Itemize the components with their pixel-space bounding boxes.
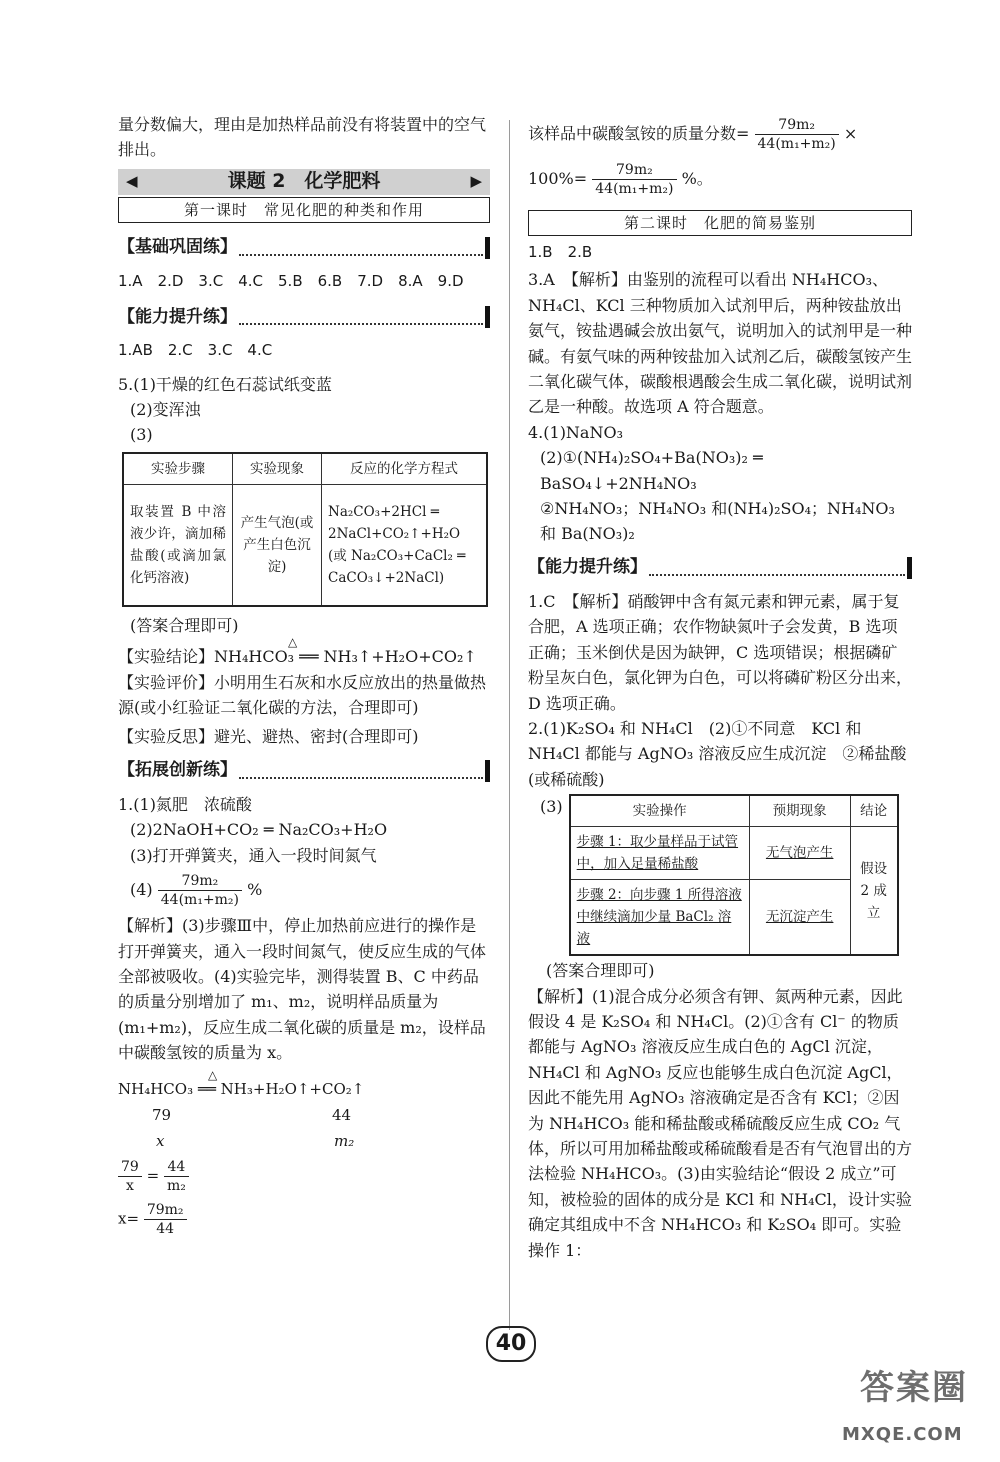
table-header: 实验现象 (233, 453, 322, 485)
table-header: 预期现象 (749, 795, 850, 827)
times-sign: × (843, 124, 858, 143)
table-cell-equation (322, 484, 488, 606)
left-column (118, 112, 490, 1238)
mass-fraction-line1 (528, 116, 912, 153)
page-number: 40 (486, 1326, 536, 1362)
basic-answers: 1.A 2.D 3.C 4.C 5.B 6.B 7.D 8.A 9.D (118, 271, 464, 290)
equation-1: Na₂CO₃+2HCl ═ 2NaCl+CO₂↑+H₂O (328, 503, 461, 542)
answer-note: (答案合理即可) (130, 615, 239, 635)
table-cell-phenomenon: 产生气泡(或产生白色沉淀) (233, 484, 322, 606)
heat-symbol: △ (208, 1067, 218, 1082)
e1-part2: (2)2NaOH+CO₂ ═ Na₂CO₃+H₂O (130, 820, 388, 840)
table-cell-obs1 (749, 827, 850, 880)
table-cell-step1 (570, 827, 750, 880)
fraction-denominator: 44(m₁+m₂) (595, 181, 674, 197)
experiment-table (122, 452, 488, 607)
table-cell-obs2 (749, 880, 850, 956)
experiment-evaluation: 【实验评价】小明用生石灰和水反应放出的热量做热源(或小红验证二氧化碳的方法，合理即可) (118, 672, 487, 718)
percent-lead: 100%= (528, 169, 588, 188)
section-expand-title: 【拓展创新练】 (118, 760, 237, 781)
e1-part4-label: (4) (130, 880, 153, 900)
step2-text: 步骤 2：向步骤 1 所得溶液中继续滴加少量 BaCl₂ 溶液 (576, 887, 742, 948)
x-lhs: x= (118, 1209, 140, 1228)
table-header-row (570, 795, 898, 827)
fraction-denominator: 44(m₁+m₂) (757, 136, 836, 152)
section-basic (118, 233, 490, 263)
left-triangle-icon: ◀ (126, 172, 138, 191)
table-row (570, 880, 898, 956)
q4-part3: ②NH₄NO₃；NH₄NO₃ 和(NH₄)₂SO₄；NH₄NO₃ 和 Ba(NO₃)₂ (540, 499, 895, 544)
table-header: 实验步骤 (123, 453, 233, 485)
fraction-numerator: 79m₂ (158, 872, 242, 891)
calculation-block (118, 1067, 490, 1238)
calc-44: 44 (332, 1105, 352, 1124)
right-column (528, 112, 912, 1263)
right-triangle-icon: ▶ (470, 172, 482, 191)
fraction-denominator: 44 (156, 1220, 175, 1237)
percent-tail: %。 (681, 169, 713, 188)
x-fraction (144, 1201, 187, 1238)
lesson-title: 课题 2 化学肥料 (227, 170, 381, 193)
proportion-left (118, 1158, 142, 1195)
calc-m2: m₂ (334, 1131, 355, 1150)
table-header: 反应的化学方程式 (322, 453, 488, 485)
x-solution (118, 1201, 490, 1238)
experiment-conclusion (118, 635, 490, 669)
calc-x: x (156, 1131, 165, 1150)
table-header: 实验操作 (570, 795, 750, 827)
intro-text: 量分数偏大，理由是加热样品前没有将装置中的空气排出。 (118, 115, 487, 160)
calc-row-mass (118, 1128, 490, 1154)
mass-fraction-label: 该样品中碳酸氢铵的质量分数= (528, 124, 750, 143)
section-basic-title: 【基础巩固练】 (118, 237, 237, 258)
obs2-text: 无沉淀产生 (765, 909, 834, 926)
lesson-banner (118, 169, 490, 195)
proportion (118, 1158, 490, 1195)
ability-answers: 1.AB 2.C 3.C 4.C (118, 341, 273, 360)
section-ability-2-title: 【能力提升练】 (528, 557, 647, 578)
heat-symbol: △ (288, 635, 298, 650)
equals-sign: = (146, 1166, 160, 1185)
section-bar (907, 557, 912, 579)
q4-part1: 4.(1)NaNO₃ (528, 422, 623, 442)
proportion-right (164, 1158, 189, 1195)
answers-1-2: 1.B 2.B (528, 243, 593, 261)
fraction-numerator: 44 (164, 1158, 189, 1177)
r2-part3-label: (3) (540, 797, 563, 817)
q5-part1: 5.(1)干燥的红色石蕊试纸变蓝 (118, 374, 332, 394)
q5-part2: (2)变浑浊 (130, 400, 201, 420)
calc-row-molar (118, 1102, 490, 1128)
analysis-2-text: 【解析】(1)混合成分必须含有钾、氮两种元素，因此假设 4 是 K₂SO₄ 和 NH₄Cl。(2)①含有 Cl⁻ 的物质都能与 AgNO₃ 溶液反应生成白色的 AgCl 沉淀，NH₄Cl 和 AgNO₃ 反应也能够生成白色沉淀 AgCl，因此不能先用 AgNO₃ 溶液确定是否含有 KCl；②因为 NH₄HCO₃ 能和稀盐酸或稀硫酸反应生成 CO₂ 气体，所以可用加稀盐酸或稀硫酸看是否有气泡冒出的方法检验 NH₄HCO₃。(3)由实验结论“假设 2 成立”可知，被检验的固体的成分是 KCl 和 NH₄Cl，设计实验确定其组成中不含 NH₄HCO₃ 和 K₂SO₄ 即可。实验操作 1： (528, 986, 913, 1260)
e1-part4 (118, 872, 490, 909)
calc-equation (118, 1067, 490, 1102)
q5-part3: (3) (130, 425, 153, 445)
fraction-denominator: m₂ (166, 1177, 186, 1194)
dotted-leader (649, 560, 905, 576)
mass-fraction (158, 872, 242, 909)
section-ability-title: 【能力提升练】 (118, 306, 237, 327)
watermark-logo: 答案圈 (860, 1368, 968, 1408)
r2-table-wrap (528, 794, 912, 956)
mass-fraction-formula (755, 116, 839, 153)
section-bar (485, 306, 490, 328)
table-header-row (123, 453, 487, 485)
q4-part2: (2)①(NH₄)₂SO₄+Ba(NO₃)₂ ═ BaSO₄↓+2NH₄NO₃ (540, 448, 763, 493)
table-cell-step2 (570, 880, 750, 956)
section-ability (118, 302, 490, 332)
watermark-url: MXQE.COM (842, 1424, 963, 1445)
section-bar (485, 760, 490, 782)
table-cell-step: 取装置 B 中溶液少许，滴加稀盐酸(或滴加氯化钙溶液) (123, 484, 233, 606)
calc-equation-text: NH₄HCO₃ ══ NH₃+H₂O↑+CO₂↑ (118, 1079, 365, 1098)
mass-fraction-formula (592, 161, 676, 198)
experiment-conclusion-text: 【实验结论】NH₄HCO₃ ══ NH₃↑+H₂O+CO₂↑ (118, 647, 477, 667)
q3-text: 3.A 【解析】由鉴别的流程可以看出 NH₄HCO₃、NH₄Cl、KCl 三种物质加入试剂甲后，两种铵盐放出氨气，铵盐遇碱会放出氨气，说明加入的试剂甲是一种碱。有氨气味的两种铵盐加入试剂乙后，碳酸氢铵产生二氧化碳气体，碳酸根遇酸会生成二氧化碳，说明试剂乙是一种酸。故选项 A 符合题意。 (528, 270, 913, 417)
equation-2: (或 Na₂CO₃+CaCl₂ ═ CaCO₃↓+2NaCl) (328, 547, 466, 586)
column-divider (509, 120, 510, 1330)
e1-part3: (3)打开弹簧夹，通入一段时间氮气 (130, 845, 377, 865)
fraction-numerator: 79m₂ (592, 161, 676, 180)
fraction-denominator: 44(m₁+m₂) (160, 892, 240, 909)
dotted-leader (239, 309, 483, 325)
table-cell-conclusion: 假设 2 成立 (850, 827, 898, 956)
e1-part1: 1.(1)氮肥 浓硫酸 (118, 794, 252, 814)
lesson-subtitle-2: 第二课时 化肥的简易鉴别 (528, 210, 912, 236)
fraction-denominator: x (125, 1177, 134, 1194)
table-row (570, 827, 898, 880)
section-bar (485, 237, 490, 259)
table-row (123, 484, 487, 606)
analysis-text: 【解析】(3)步骤Ⅲ中，停止加热前应进行的操作是打开弹簧夹，通入一段时间氮气，使反应生成的气体全部被吸收。(4)实验完毕，测得装置 B、C 中药品的质量分别增加了 m₁、m₂，说明样品质量为(m₁+m₂)，反应生成二氧化碳的质量是 m₂，设样品中碳酸氢铵的质量为 x。 (118, 916, 487, 1063)
r2-text: 2.(1)K₂SO₄ 和 NH₄Cl (2)①不同意 KCl 和 NH₄Cl 都能与 AgNO₃ 溶液反应生成沉淀 ②稀盐酸(或稀硫酸) (528, 718, 907, 789)
r1-text: 1.C 【解析】硝酸钾中含有氮元素和钾元素，属于复合肥，A 选项正确；农作物缺氮叶子会发黄，B 选项正确；玉米倒伏是因为缺钾，C 选项错误；根据磷矿粉呈灰白色，氯化钾为白色，可以将磷矿粉区分出来，D 选项正确。 (528, 591, 913, 713)
lesson-subtitle: 第一课时 常见化肥的种类和作用 (118, 197, 490, 223)
verification-table (569, 794, 899, 956)
experiment-reflection: 【实验反思】避光、避热、密封(合理即可) (118, 727, 419, 747)
calc-79: 79 (152, 1105, 172, 1124)
obs1-text: 无气泡产生 (765, 845, 834, 862)
mass-fraction-line2 (528, 161, 912, 198)
dotted-leader (239, 240, 483, 256)
step1-text: 步骤 1：取少量样品于试管中，加入足量稀盐酸 (576, 834, 739, 873)
fraction-numerator: 79m₂ (144, 1201, 187, 1220)
fraction-numerator: 79 (118, 1158, 142, 1177)
answer-note-2: (答案合理即可) (546, 961, 655, 981)
section-ability-2 (528, 553, 912, 583)
section-expand (118, 756, 490, 786)
dotted-leader (239, 763, 483, 779)
table-header: 结论 (850, 795, 898, 827)
percent-sign: % (247, 880, 263, 900)
fraction-numerator: 79m₂ (755, 116, 839, 135)
